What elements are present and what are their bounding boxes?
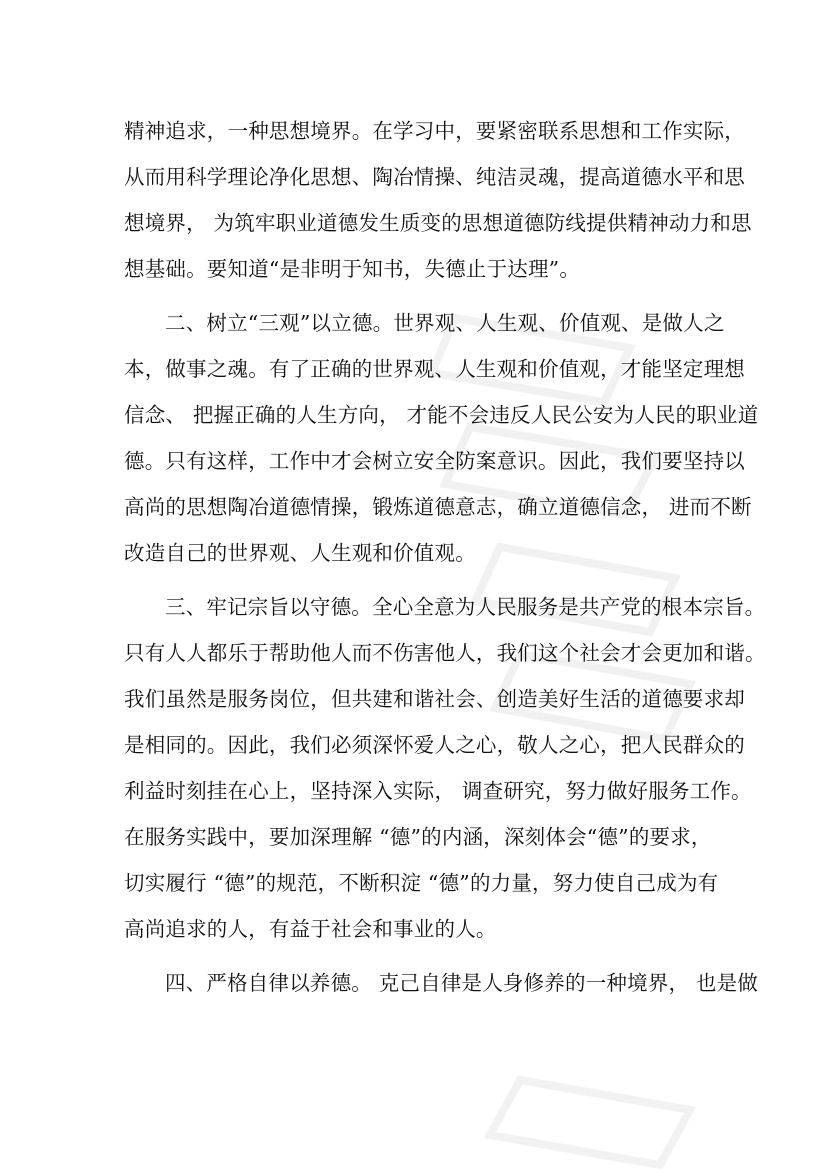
text-line: 德。只有这样，工作中才会树立安全防案意识。因此，我们要坚持以 [124, 449, 745, 473]
text-line: 从而用科学理论净化思想、陶冶情操、纯洁灵魂，提高道德水平和思 [124, 165, 745, 189]
text-line: 我们虽然是服务岗位，但共建和谐社会、创造美好生活的道德要求却 [124, 687, 745, 711]
text-line: 三、牢记宗旨以守德。全心全意为人民服务是共产党的根本宗旨。 [165, 595, 766, 619]
text-line: 本，做事之魂。有了正确的世界观、人生观和价值观，才能坚定理想 [124, 357, 745, 381]
text-line: 在服务实践中，要加深理解 “德”的内涵，深刻体会“德”的要求， [124, 825, 712, 849]
document-body [124, 108, 766, 1006]
text-line: 高尚的思想陶冶道德情操，锻炼道德意志，确立道德信念， 进而不断 [124, 495, 752, 519]
text-line: 改造自己的世界观、人生观和价值观。 [124, 541, 476, 565]
paragraph-2 [124, 300, 759, 576]
text-line: 信念、 把握正确的人生方向， 才能不会违反人民公安为人民的职业道 [124, 403, 759, 427]
text-line: 是相同的。因此，我们必须深怀爱人之心，敬人之心，把人民群众的 [124, 733, 745, 757]
paragraph-3 [124, 584, 766, 952]
text-line: 四、严格自律以养德。 克己自律是人身修养的一种境界， 也是做 [165, 971, 759, 995]
text-line: 切实履行 “德”的规范，不断积淀 “德”的力量，努力使自己成为有 [124, 871, 719, 895]
text-line: 想境界， 为筑牢职业道德发生质变的思想道德防线提供精神动力和思 [124, 211, 752, 235]
text-line: 二、树立“三观”以立德。世界观、人生观、价值观、是做人之 [165, 311, 725, 335]
text-line: 精神追求，一种思想境界。在学习中，要紧密联系思想和工作实际， [124, 119, 745, 143]
text-line: 高尚追求的人，有益于社会和事业的人。 [124, 917, 497, 941]
paragraph-1 [124, 108, 752, 292]
text-line: 利益时刻挂在心上，坚持深入实际， 调查研究，努力做好服务工作。 [124, 779, 752, 803]
text-line: 想基础。要知道“是非明于知书，失德止于达理”。 [124, 257, 581, 281]
paragraph-4 [124, 960, 759, 1006]
text-line: 只有人人都乐于帮助他人而不伤害他人，我们这个社会才会更加和谐。 [124, 641, 766, 665]
